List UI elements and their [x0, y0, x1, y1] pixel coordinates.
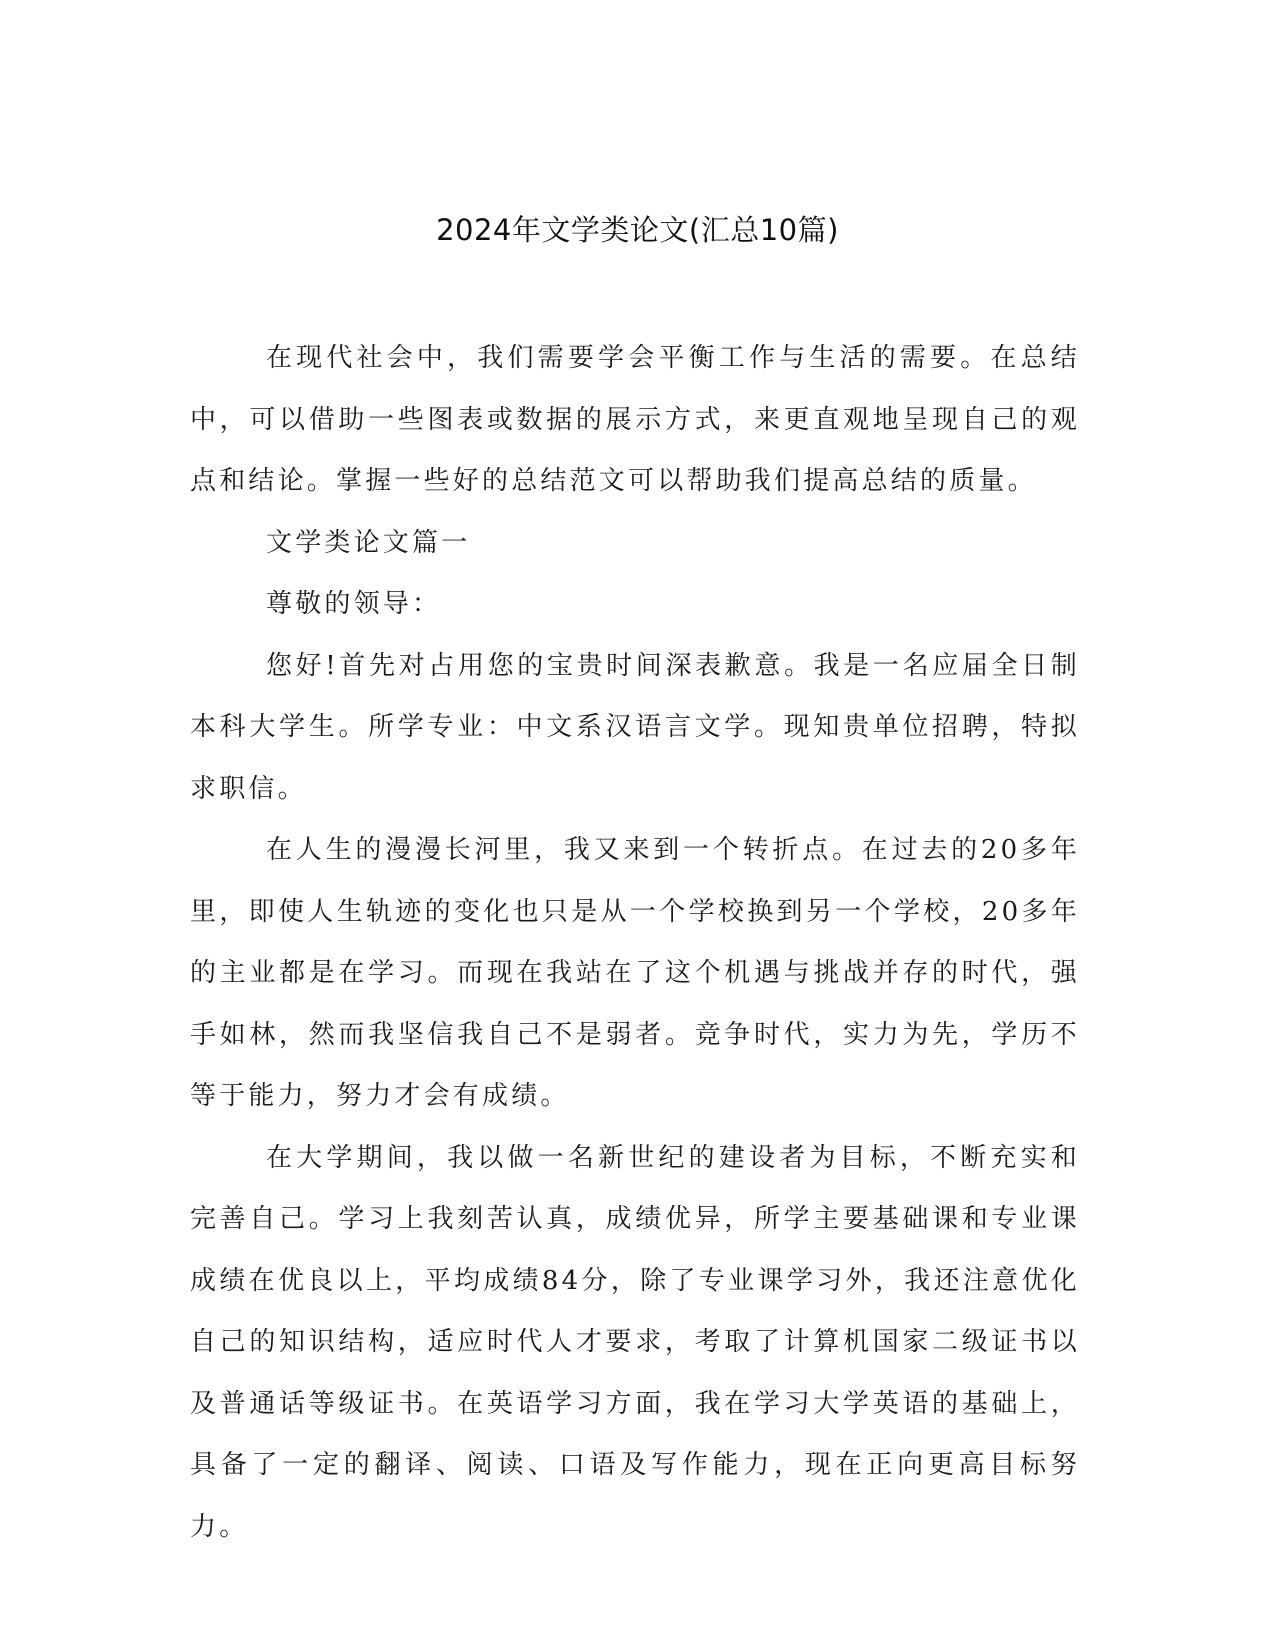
document-body [190, 328, 1080, 1558]
salutation: 尊敬的领导： [266, 589, 442, 619]
body-paragraph: 在人生的漫漫长河里，我又来到一个转折点。在过去的20多年里，即使人生轨迹的变化也只是从一个学校换到另一个学校，20多年的主业都是在学习。而现在我站在了这个机遇与挑战并存的时代，强手如林，然而我坚信我自己不是弱者。竞争时代，实力为先，学历不等于能力，努力才会有成绩。 [190, 835, 1080, 1111]
intro-paragraph: 在现代社会中，我们需要学会平衡工作与生活的需要。在总结中，可以借助一些图表或数据的展示方式，来更直观地呈现自己的观点和结论。掌握一些好的总结范文可以帮助我们提高总结的质量。 [190, 343, 1080, 496]
body-paragraph: 在大学期间，我以做一名新世纪的建设者为目标，不断充实和完善自己。学习上我刻苦认真，成绩优异，所学主要基础课和专业课成绩在优良以上，平均成绩84分，除了专业课学习外，我还注意优化自己的知识结构，适应时代人才要求，考取了计算机国家二级证书以及普通话等级证书。在英语学习方面，我在学习大学英语的基础上，具备了一定的翻译、阅读、口语及写作能力，现在正向更高目标努力。 [190, 1142, 1080, 1542]
body-paragraph: 您好!首先对占用您的宝贵时间深表歉意。我是一名应届全日制本科大学生。所学专业：中文系汉语言文学。现知贵单位招聘，特拟求职信。 [190, 650, 1080, 804]
section-heading: 文学类论文篇一 [266, 527, 471, 558]
document-title: 2024年文学类论文(汇总10篇) [436, 213, 839, 247]
